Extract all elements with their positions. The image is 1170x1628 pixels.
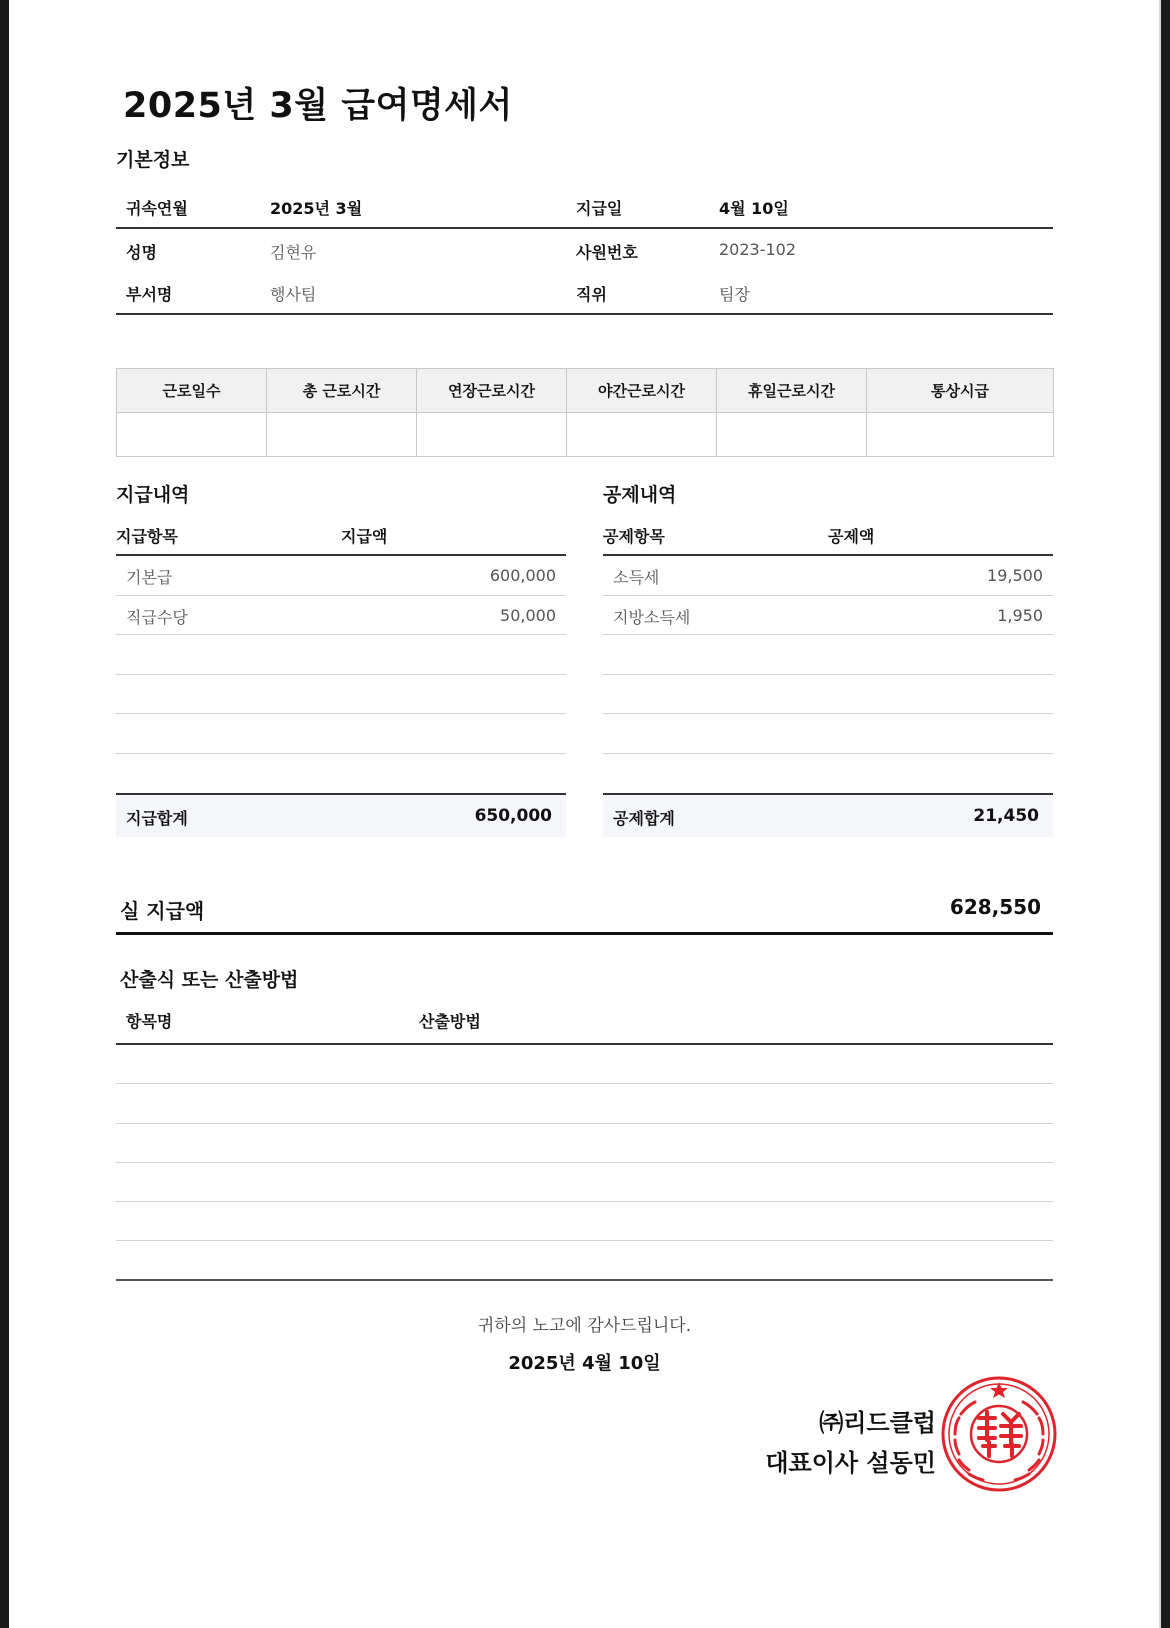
hours-header: 연장근로시간 <box>417 369 567 413</box>
deductions-total-amount: 21,450 <box>973 806 1039 826</box>
page-title: 2025년 3월 급여명세서 <box>123 86 513 126</box>
deductions-heading: 공제내역 <box>603 484 677 506</box>
list-item <box>603 556 1053 596</box>
deductions-col-item: 공제항목 <box>603 527 665 546</box>
window-frame-left <box>0 0 9 1628</box>
info-label: 귀속연월 <box>126 199 188 218</box>
list-item <box>603 675 1053 715</box>
list-item <box>603 754 1053 794</box>
hours-header: 총 근로시간 <box>267 369 417 413</box>
info-value: 팀장 <box>719 285 750 304</box>
info-row <box>116 229 1053 271</box>
calc-col-method: 산출방법 <box>419 1012 481 1031</box>
pay-item-amount: 50,000 <box>500 605 556 625</box>
table-row <box>116 1084 1053 1123</box>
info-label: 지급일 <box>576 199 623 218</box>
deductions-header <box>603 476 1053 556</box>
deductions-col-amount: 공제액 <box>828 527 875 546</box>
company-name: ㈜리드클럽 <box>819 1409 936 1437</box>
list-item <box>603 714 1053 754</box>
hours-header: 근로일수 <box>117 369 267 413</box>
payments-col-amount: 지급액 <box>341 527 388 546</box>
deductions-total-label: 공제합계 <box>613 809 675 828</box>
info-value: 김현유 <box>270 243 317 262</box>
table-row <box>116 1163 1053 1202</box>
info-row <box>116 271 1053 315</box>
list-item <box>116 596 566 636</box>
info-row <box>116 185 1053 229</box>
work-hours-table <box>116 368 1054 457</box>
list-item <box>116 754 566 794</box>
info-label: 성명 <box>126 243 157 262</box>
payments-total-amount: 650,000 <box>474 806 552 826</box>
hours-header: 휴일근로시간 <box>717 369 867 413</box>
deductions-section <box>603 476 1053 837</box>
payments-section <box>116 476 566 837</box>
payments-total-label: 지급합계 <box>126 809 188 828</box>
issue-date: 2025년 4월 10일 <box>508 1353 661 1374</box>
info-value: 2023-102 <box>719 240 797 259</box>
list-item <box>603 596 1053 636</box>
info-label: 부서명 <box>126 285 173 304</box>
basic-info-heading: 기본정보 <box>116 149 190 171</box>
deduction-item-amount: 19,500 <box>987 566 1043 585</box>
info-value: 4월 10일 <box>719 199 789 218</box>
table-row <box>116 1124 1053 1163</box>
payments-heading: 지급내역 <box>116 484 190 506</box>
payments-total-row <box>116 793 566 837</box>
hours-cell <box>267 413 417 457</box>
list-item <box>603 635 1053 675</box>
company-seal-icon <box>939 1374 1059 1494</box>
list-item <box>116 675 566 715</box>
deduction-item-name: 소득세 <box>613 568 660 587</box>
table-row <box>116 1202 1053 1241</box>
deductions-total-row <box>603 793 1053 837</box>
calculation-rows <box>116 1045 1053 1281</box>
pay-item-amount: 600,000 <box>489 566 556 585</box>
info-label: 직위 <box>576 285 607 304</box>
info-value: 행사팀 <box>270 285 317 304</box>
deduction-item-name: 지방소득세 <box>613 607 691 627</box>
basic-info-table <box>116 185 1053 315</box>
calculation-header <box>116 1008 1053 1045</box>
table-row <box>116 1045 1053 1084</box>
hours-cell <box>567 413 717 457</box>
hours-cell <box>417 413 567 457</box>
net-pay-label: 실 지급액 <box>120 899 205 923</box>
hours-cell <box>867 413 1054 457</box>
net-pay-row <box>116 893 1053 935</box>
table-row <box>116 1241 1053 1280</box>
window-frame-right <box>1161 0 1170 1628</box>
info-value: 2025년 3월 <box>270 199 363 218</box>
thanks-message: 귀하의 노고에 감사드립니다. <box>477 1316 692 1336</box>
net-pay-amount: 628,550 <box>949 895 1041 919</box>
calc-col-item: 항목명 <box>126 1012 173 1031</box>
payments-col-item: 지급항목 <box>116 527 178 546</box>
list-item <box>116 714 566 754</box>
list-item <box>116 556 566 596</box>
hours-header: 야간근로시간 <box>567 369 717 413</box>
hours-cell <box>117 413 267 457</box>
deduction-item-amount: 1,950 <box>997 605 1043 625</box>
payments-header <box>116 476 566 556</box>
hours-header: 통상시급 <box>867 369 1054 413</box>
pay-item-name: 직급수당 <box>126 607 188 627</box>
info-label: 사원번호 <box>576 243 638 262</box>
hours-cell <box>717 413 867 457</box>
ceo-name: 대표이사 설동민 <box>765 1449 936 1477</box>
calculation-heading: 산출식 또는 산출방법 <box>120 969 299 991</box>
pay-item-name: 기본급 <box>126 568 173 587</box>
list-item <box>116 635 566 675</box>
